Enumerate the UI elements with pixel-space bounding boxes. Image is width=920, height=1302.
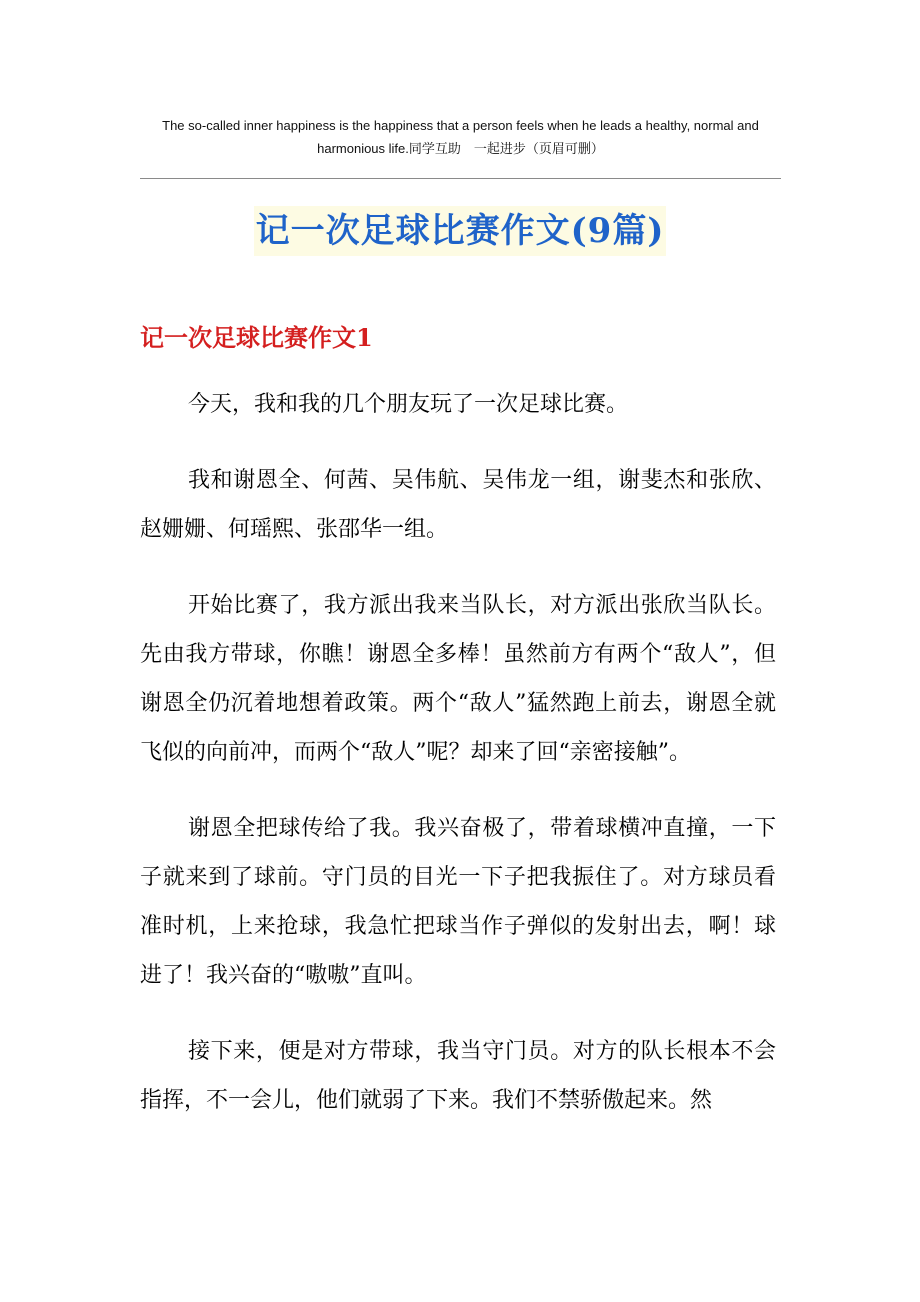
essay-body [140,380,776,1152]
paragraph-2: 我和谢恩全、何茜、吴伟航、吴伟龙一组，谢斐杰和张欣、赵姗姗、何瑶熙、张邵华一组。 [140,468,776,542]
page-header: The so-called inner happiness is the happiness that a person feels when he leads a healthy, normal and harmonious life.同学互助 一起进步（页眉可删） [162,118,759,156]
section-heading: 记一次足球比赛作文1 [140,323,373,352]
header-divider [140,178,781,179]
paragraph-5: 接下来，便是对方带球，我当守门员。对方的队长根本不会指挥，不一会儿，他们就弱了下来。我们不禁骄傲起来。然 [140,1039,776,1113]
paragraph-1: 今天，我和我的几个朋友玩了一次足球比赛。 [188,392,629,417]
paragraph-4: 谢恩全把球传给了我。我兴奋极了，带着球横冲直撞，一下子就来到了球前。守门员的目光一下子把我振住了。对方球员看准时机，上来抢球，我急忙把球当作子弹似的发射出去，啊！球进了！我兴奋的“嗷嗷”直叫。 [140,816,776,988]
document-title: 记一次足球比赛作文(9篇) [254,206,667,256]
paragraph-3: 开始比赛了，我方派出我来当队长，对方派出张欣当队长。先由我方带球，你瞧！谢恩全多棒！虽然前方有两个“敌人”，但谢恩全仍沉着地想着政策。两个“敌人”猛然跑上前去，谢恩全就飞似的向前冲，而两个“敌人”呢？却来了回“亲密接触”。 [140,593,776,765]
title-container [0,206,920,256]
